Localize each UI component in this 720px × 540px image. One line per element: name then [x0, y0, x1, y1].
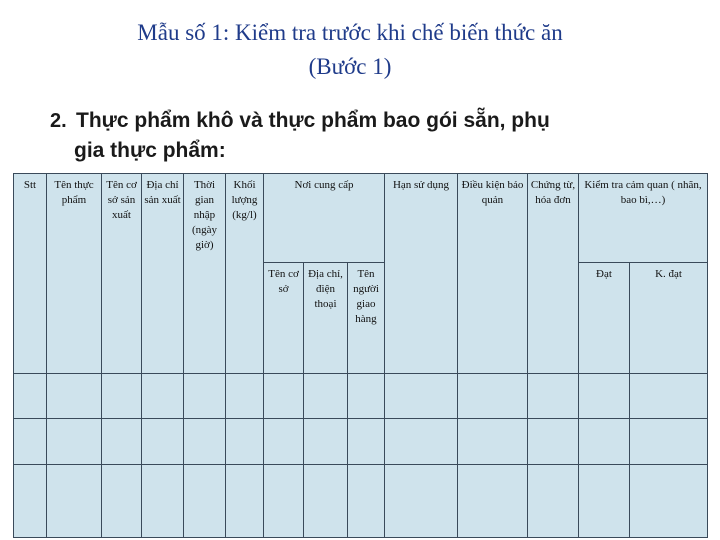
header-import-time: Thời gian nhập (ngày giờ) — [184, 174, 226, 374]
section-heading-line2: gia thực phẩm: — [74, 139, 226, 162]
table-cell[interactable] — [385, 465, 458, 538]
form-title — [0, 16, 700, 84]
table-cell[interactable] — [579, 374, 630, 419]
table-cell[interactable] — [142, 419, 184, 465]
table-cell[interactable] — [264, 419, 304, 465]
table-cell[interactable] — [47, 465, 102, 538]
header-invoice: Chứng từ, hóa đơn — [528, 174, 579, 374]
table-cell[interactable] — [102, 465, 142, 538]
section-heading-line1: Thực phẩm khô và thực phẩm bao gói sẵn, phụ — [76, 109, 550, 132]
table-cell[interactable] — [458, 465, 528, 538]
table-cell[interactable] — [102, 374, 142, 419]
table-cell[interactable] — [630, 465, 708, 538]
table-cell[interactable] — [528, 419, 579, 465]
table-cell[interactable] — [385, 374, 458, 419]
table-cell[interactable] — [102, 419, 142, 465]
table-cell[interactable] — [579, 419, 630, 465]
table-cell[interactable] — [14, 465, 47, 538]
table-cell[interactable] — [47, 419, 102, 465]
table-cell[interactable] — [142, 465, 184, 538]
table-cell[interactable] — [348, 419, 385, 465]
table-cell[interactable] — [458, 419, 528, 465]
subheader-deliverer-name: Tên người giao hàng — [348, 262, 385, 373]
header-production-address: Địa chỉ sản xuất — [142, 174, 184, 374]
header-producer-name: Tên cơ sở sản xuất — [102, 174, 142, 374]
table-cell[interactable] — [142, 374, 184, 419]
table-cell[interactable] — [385, 419, 458, 465]
subheader-pass: Đạt — [579, 262, 630, 373]
section-number: 2. — [50, 110, 67, 132]
header-supplier: Nơi cung cấp — [264, 174, 385, 263]
table-row — [14, 374, 708, 419]
form-title-line2: (Bước 1) — [308, 54, 392, 79]
header-sensory-check: Kiểm tra cảm quan ( nhãn, bao bì,…) — [579, 174, 708, 263]
header-stt: Stt — [14, 174, 47, 374]
table-cell[interactable] — [630, 374, 708, 419]
header-storage-condition: Điều kiện bảo quản — [458, 174, 528, 374]
subheader-supplier-name: Tên cơ sở — [264, 262, 304, 373]
subheader-supplier-address-phone: Địa chỉ, điện thoại — [304, 262, 348, 373]
table-row — [14, 419, 708, 465]
table-cell[interactable] — [47, 374, 102, 419]
table-cell[interactable] — [14, 374, 47, 419]
header-expiry: Hạn sử dụng — [385, 174, 458, 374]
table-cell[interactable] — [348, 465, 385, 538]
table-cell[interactable] — [264, 374, 304, 419]
table-cell[interactable] — [226, 465, 264, 538]
section-heading — [50, 106, 690, 166]
table-cell[interactable] — [528, 374, 579, 419]
table-cell[interactable] — [304, 465, 348, 538]
table-cell[interactable] — [184, 374, 226, 419]
table-cell[interactable] — [184, 419, 226, 465]
header-food-name: Tên thực phẩm — [47, 174, 102, 374]
table-cell[interactable] — [348, 374, 385, 419]
inspection-table — [13, 173, 708, 538]
table-cell[interactable] — [304, 374, 348, 419]
table-row — [14, 465, 708, 538]
table-cell[interactable] — [184, 465, 226, 538]
table-cell[interactable] — [226, 419, 264, 465]
table-cell[interactable] — [458, 374, 528, 419]
table-cell[interactable] — [630, 419, 708, 465]
header-quantity: Khối lượng (kg/l) — [226, 174, 264, 374]
header-row — [14, 174, 708, 263]
table-cell[interactable] — [14, 419, 47, 465]
table-cell[interactable] — [579, 465, 630, 538]
table-cell[interactable] — [528, 465, 579, 538]
subheader-fail: K. đạt — [630, 262, 708, 373]
table-cell[interactable] — [264, 465, 304, 538]
table-cell[interactable] — [226, 374, 264, 419]
form-title-line1: Mẫu số 1: Kiểm tra trước khi chế biến thức ăn — [137, 20, 563, 45]
table-cell[interactable] — [304, 419, 348, 465]
